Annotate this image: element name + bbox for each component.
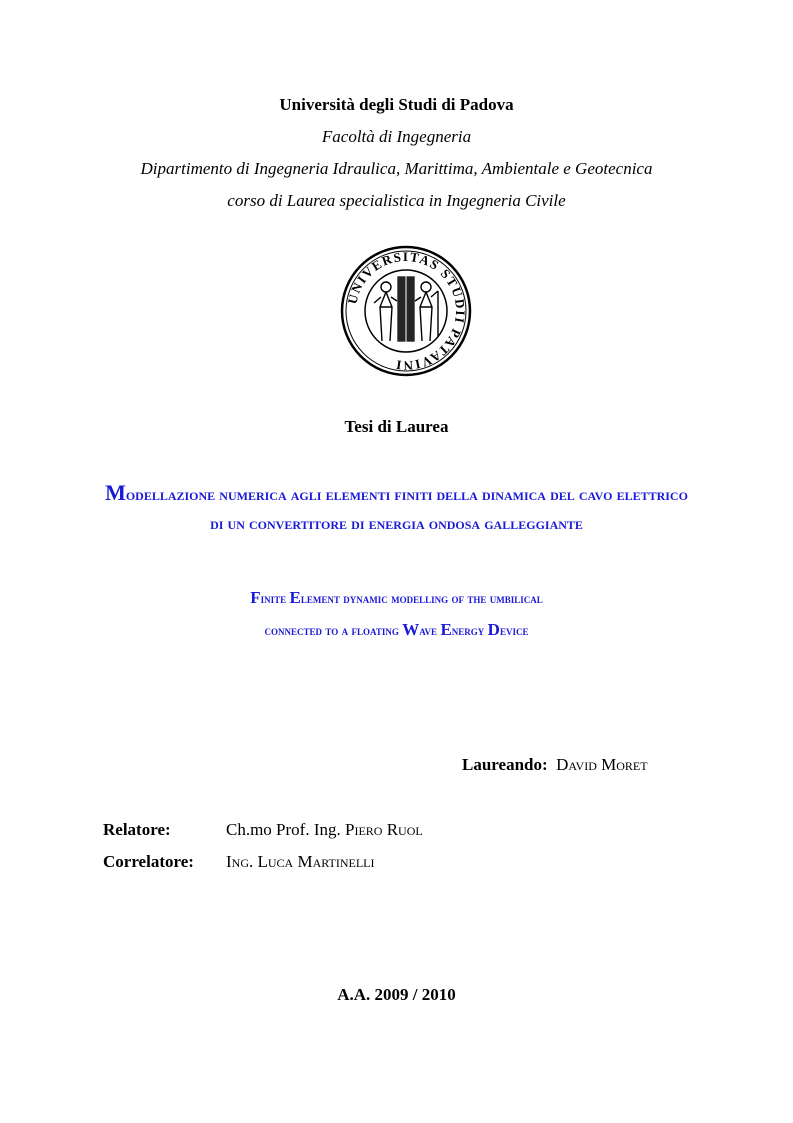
faculty-name: Facoltà di Ingegneria bbox=[321, 127, 472, 146]
title-en-word: lement dynamic modelling of the umbilical bbox=[300, 591, 543, 606]
seal-legend: UNIVERSITAS STUDII PATAVINI bbox=[344, 248, 469, 374]
university-seal-icon bbox=[340, 245, 472, 377]
relatore-row bbox=[103, 820, 423, 840]
department-name: Dipartimento di Ingegneria Idraulica, Marittima, Ambientale e Geotecnica bbox=[140, 159, 653, 178]
title-en-word: connected to a floating bbox=[264, 623, 399, 638]
laureando-name: David Moret bbox=[556, 755, 648, 774]
title-en-line-2 bbox=[100, 614, 693, 646]
title-en-word: inite bbox=[260, 591, 287, 606]
title-en-cap: D bbox=[487, 620, 500, 639]
laureando-label: Laureando: bbox=[462, 755, 548, 774]
correlatore-label: Correlatore: bbox=[103, 852, 194, 871]
relatore-label: Relatore: bbox=[103, 820, 171, 839]
title-en-word: evice bbox=[499, 623, 529, 638]
thesis-type: Tesi di Laurea bbox=[344, 417, 449, 436]
correlatore-row bbox=[103, 852, 375, 872]
course-name: corso di Laurea specialistica in Ingegneria Civile bbox=[227, 191, 566, 210]
thesis-title-english bbox=[100, 582, 693, 646]
title-en-line-1 bbox=[100, 582, 693, 614]
title-en-cap: W bbox=[402, 620, 420, 639]
title-en-cap: F bbox=[250, 588, 261, 607]
title-en-word: ave bbox=[419, 623, 438, 638]
title-en-cap: E bbox=[440, 620, 452, 639]
thesis-title-italian bbox=[100, 478, 693, 538]
university-name: Università degli Studi di Padova bbox=[279, 95, 514, 114]
laureando-row bbox=[462, 755, 648, 775]
title-en-cap: E bbox=[289, 588, 301, 607]
relatore-name: Piero Ruol bbox=[345, 820, 423, 839]
title-it-rest: odellazione numerica agli elementi finiti della dinamica del cavo elettrico di un convertitore di energia ondosa galleggiante bbox=[125, 485, 688, 533]
title-it-first-letter: M bbox=[105, 480, 126, 505]
title-en-word: nergy bbox=[451, 623, 485, 638]
correlatore-name: Ing. Luca Martinelli bbox=[226, 852, 375, 871]
academic-year: A.A. 2009 / 2010 bbox=[337, 985, 456, 1004]
relatore-prefix: Ch.mo Prof. Ing. bbox=[226, 820, 341, 839]
